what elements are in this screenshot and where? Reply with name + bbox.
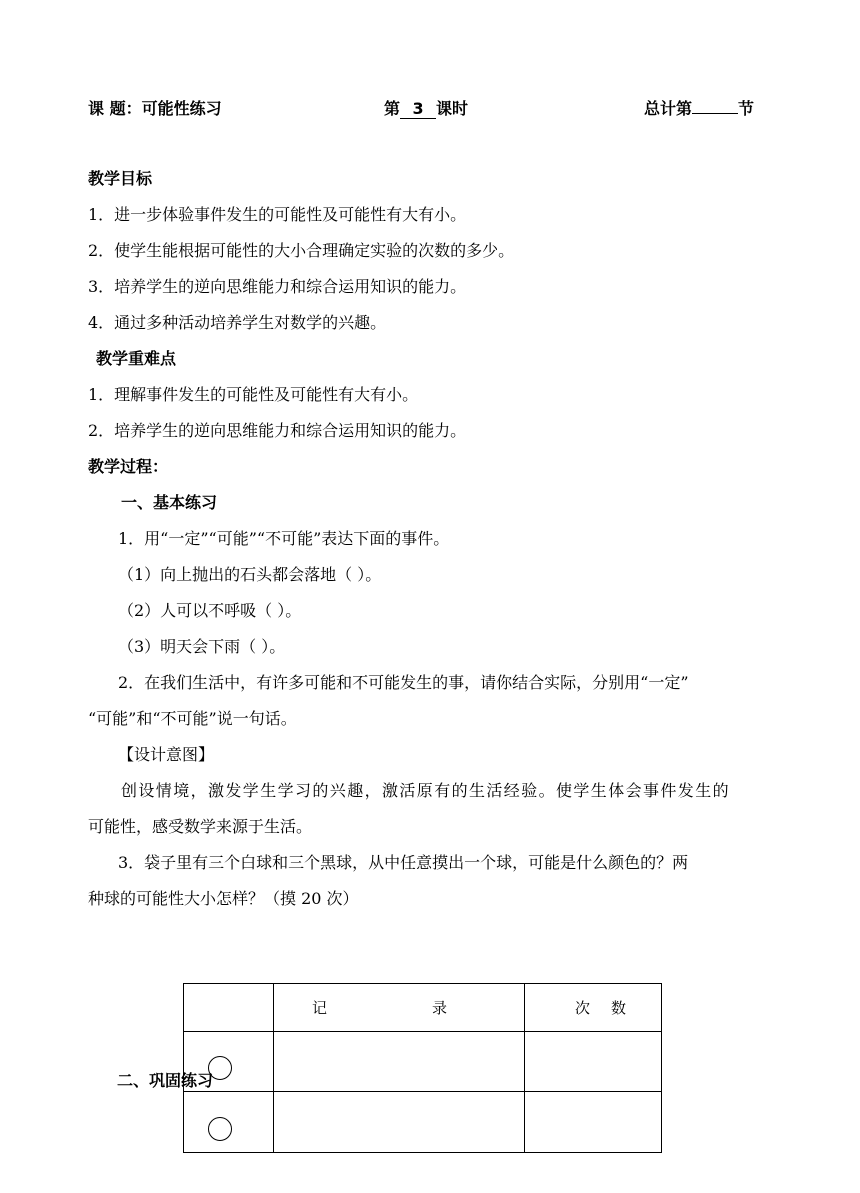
- lesson-number: [384, 96, 468, 119]
- table-cell[interactable]: [525, 1032, 662, 1092]
- key-point-item: 2．培养学生的逆向思维能力和综合运用知识的能力。: [88, 421, 467, 440]
- white-ball-icon: [208, 1117, 232, 1141]
- count-header-char: 次: [575, 999, 591, 1017]
- goal-item: 1．进一步体验事件发生的可能性及可能性有大有小。: [88, 205, 467, 224]
- lesson-title: 课 题：可能性练习: [88, 99, 222, 118]
- question-3-line: 种球的可能性大小怎样？（摸 20 次）: [88, 889, 359, 908]
- lesson-prefix: 第: [384, 99, 401, 118]
- question-1: 1．用“一定”“可能”“不可能”表达下面的事件。: [118, 529, 450, 548]
- total-suffix: 节: [738, 99, 755, 118]
- key-point-item: 1．理解事件发生的可能性及可能性有大有小。: [88, 385, 419, 404]
- table-cell[interactable]: [274, 1092, 525, 1153]
- section-basic-practice: 一、基本练习: [121, 493, 218, 512]
- lesson-suffix: 课时: [436, 99, 469, 118]
- section-consolidation-practice: 二、巩固练习: [117, 1071, 214, 1090]
- question-2-line: 2．在我们生活中，有许多可能和不可能发生的事，请你结合实际，分别用“一定”: [118, 673, 689, 692]
- goal-item: 2．使学生能根据可能性的大小合理确定实验的次数的多少。: [88, 241, 515, 260]
- question-2-line: “可能”和“不可能”说一句话。: [88, 709, 297, 728]
- design-intent-heading: 【设计意图】: [118, 745, 215, 764]
- goal-item: 4．通过多种活动培养学生对数学的兴趣。: [88, 313, 387, 332]
- goals-heading: 教学目标: [88, 169, 153, 188]
- table-header-record: [274, 984, 525, 1032]
- lesson-number-value: 3: [400, 100, 436, 119]
- question-1-item: （2）人可以不呼吸（ ）。: [118, 601, 302, 620]
- total-lessons: [644, 96, 754, 119]
- question-3-line: 3．袋子里有三个白球和三个黑球，从中任意摸出一个球，可能是什么颜色的？两: [118, 853, 689, 872]
- record-table: [183, 983, 662, 1153]
- count-header-char: 数: [611, 999, 627, 1017]
- key-points-heading: 教学重难点: [96, 349, 177, 368]
- total-prefix: 总计第: [644, 99, 693, 118]
- table-cell[interactable]: [274, 1032, 525, 1092]
- table-header-cell: [184, 984, 274, 1032]
- table-cell[interactable]: [525, 1092, 662, 1153]
- total-blank: [692, 113, 738, 114]
- question-1-item: （1）向上抛出的石头都会落地（ ）。: [118, 565, 382, 584]
- process-heading: 教学过程：: [88, 457, 169, 476]
- record-header-char: 记: [312, 999, 328, 1017]
- question-1-item: （3）明天会下雨（ ）。: [118, 637, 286, 656]
- table-header-count: [525, 984, 662, 1032]
- design-intent-text: 可能性，感受数学来源于生活。: [88, 817, 313, 836]
- design-intent-text: 创设情境，激发学生学习的兴趣，激活原有的生活经验。使学生体会事件发生的: [121, 781, 731, 800]
- goal-item: 3．培养学生的逆向思维能力和综合运用知识的能力。: [88, 277, 467, 296]
- record-header-char: 录: [432, 999, 448, 1017]
